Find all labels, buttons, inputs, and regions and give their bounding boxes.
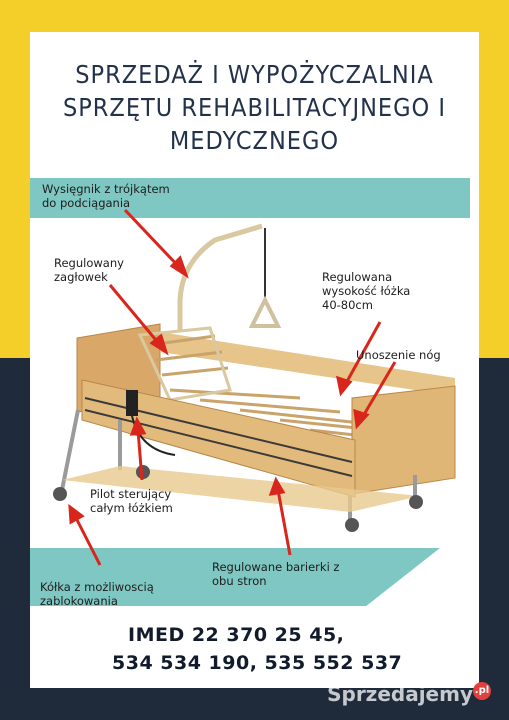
label-pilot — [90, 487, 173, 515]
trapeze-pole — [180, 226, 262, 330]
label-kolka — [40, 580, 154, 608]
label-wysokosc-line2: wysokość łóżka — [322, 284, 411, 298]
title-line-2: SPRZĘTU REHABILITACYJNEGO I — [62, 93, 447, 122]
label-nogi: Unoszenie nóg — [356, 348, 441, 362]
label-pilot-line2: całym łóżkiem — [90, 501, 173, 515]
label-kolka-line1: Kółka z możliwoscią — [40, 580, 154, 594]
label-zaglowek-line2: zagłowek — [54, 270, 108, 284]
label-wysiegnik-line1: Wysięgnik z trójkątem — [42, 182, 170, 196]
watermark-badge: .pl — [473, 682, 491, 700]
remote-control — [126, 390, 138, 416]
title-line-1: SPRZEDAŻ I WYPOŻYCZALNIA — [75, 60, 434, 89]
label-barierki-line1: Regulowane barierki z — [212, 560, 340, 574]
label-kolka-line2: zablokowania — [40, 594, 118, 608]
watermark-text: Sprzedajemy — [327, 682, 473, 706]
label-wysokosc-line1: Regulowana — [322, 270, 393, 284]
contact-line-2: 534 534 190, 535 552 537 — [112, 652, 403, 674]
footboard — [352, 386, 455, 494]
trapeze-triangle — [252, 300, 278, 326]
label-pilot-line1: Pilot sterujący — [90, 487, 172, 501]
label-barierki-line2: obu stron — [212, 574, 267, 588]
label-barierki — [212, 560, 339, 588]
watermark — [327, 682, 491, 706]
side-rail-back — [160, 332, 455, 396]
label-zaglowek-line1: Regulowany — [54, 256, 124, 270]
label-wysokosc — [322, 270, 410, 312]
label-wysokosc-line3: 40-80cm — [322, 298, 373, 312]
label-zaglowek — [54, 256, 124, 284]
contact-line-1: IMED 22 370 25 45, — [128, 624, 345, 646]
label-wysiegnik — [42, 182, 170, 210]
title-line-3: MEDYCZNEGO — [169, 126, 340, 155]
label-wysiegnik-line2: do podciągania — [42, 196, 131, 210]
